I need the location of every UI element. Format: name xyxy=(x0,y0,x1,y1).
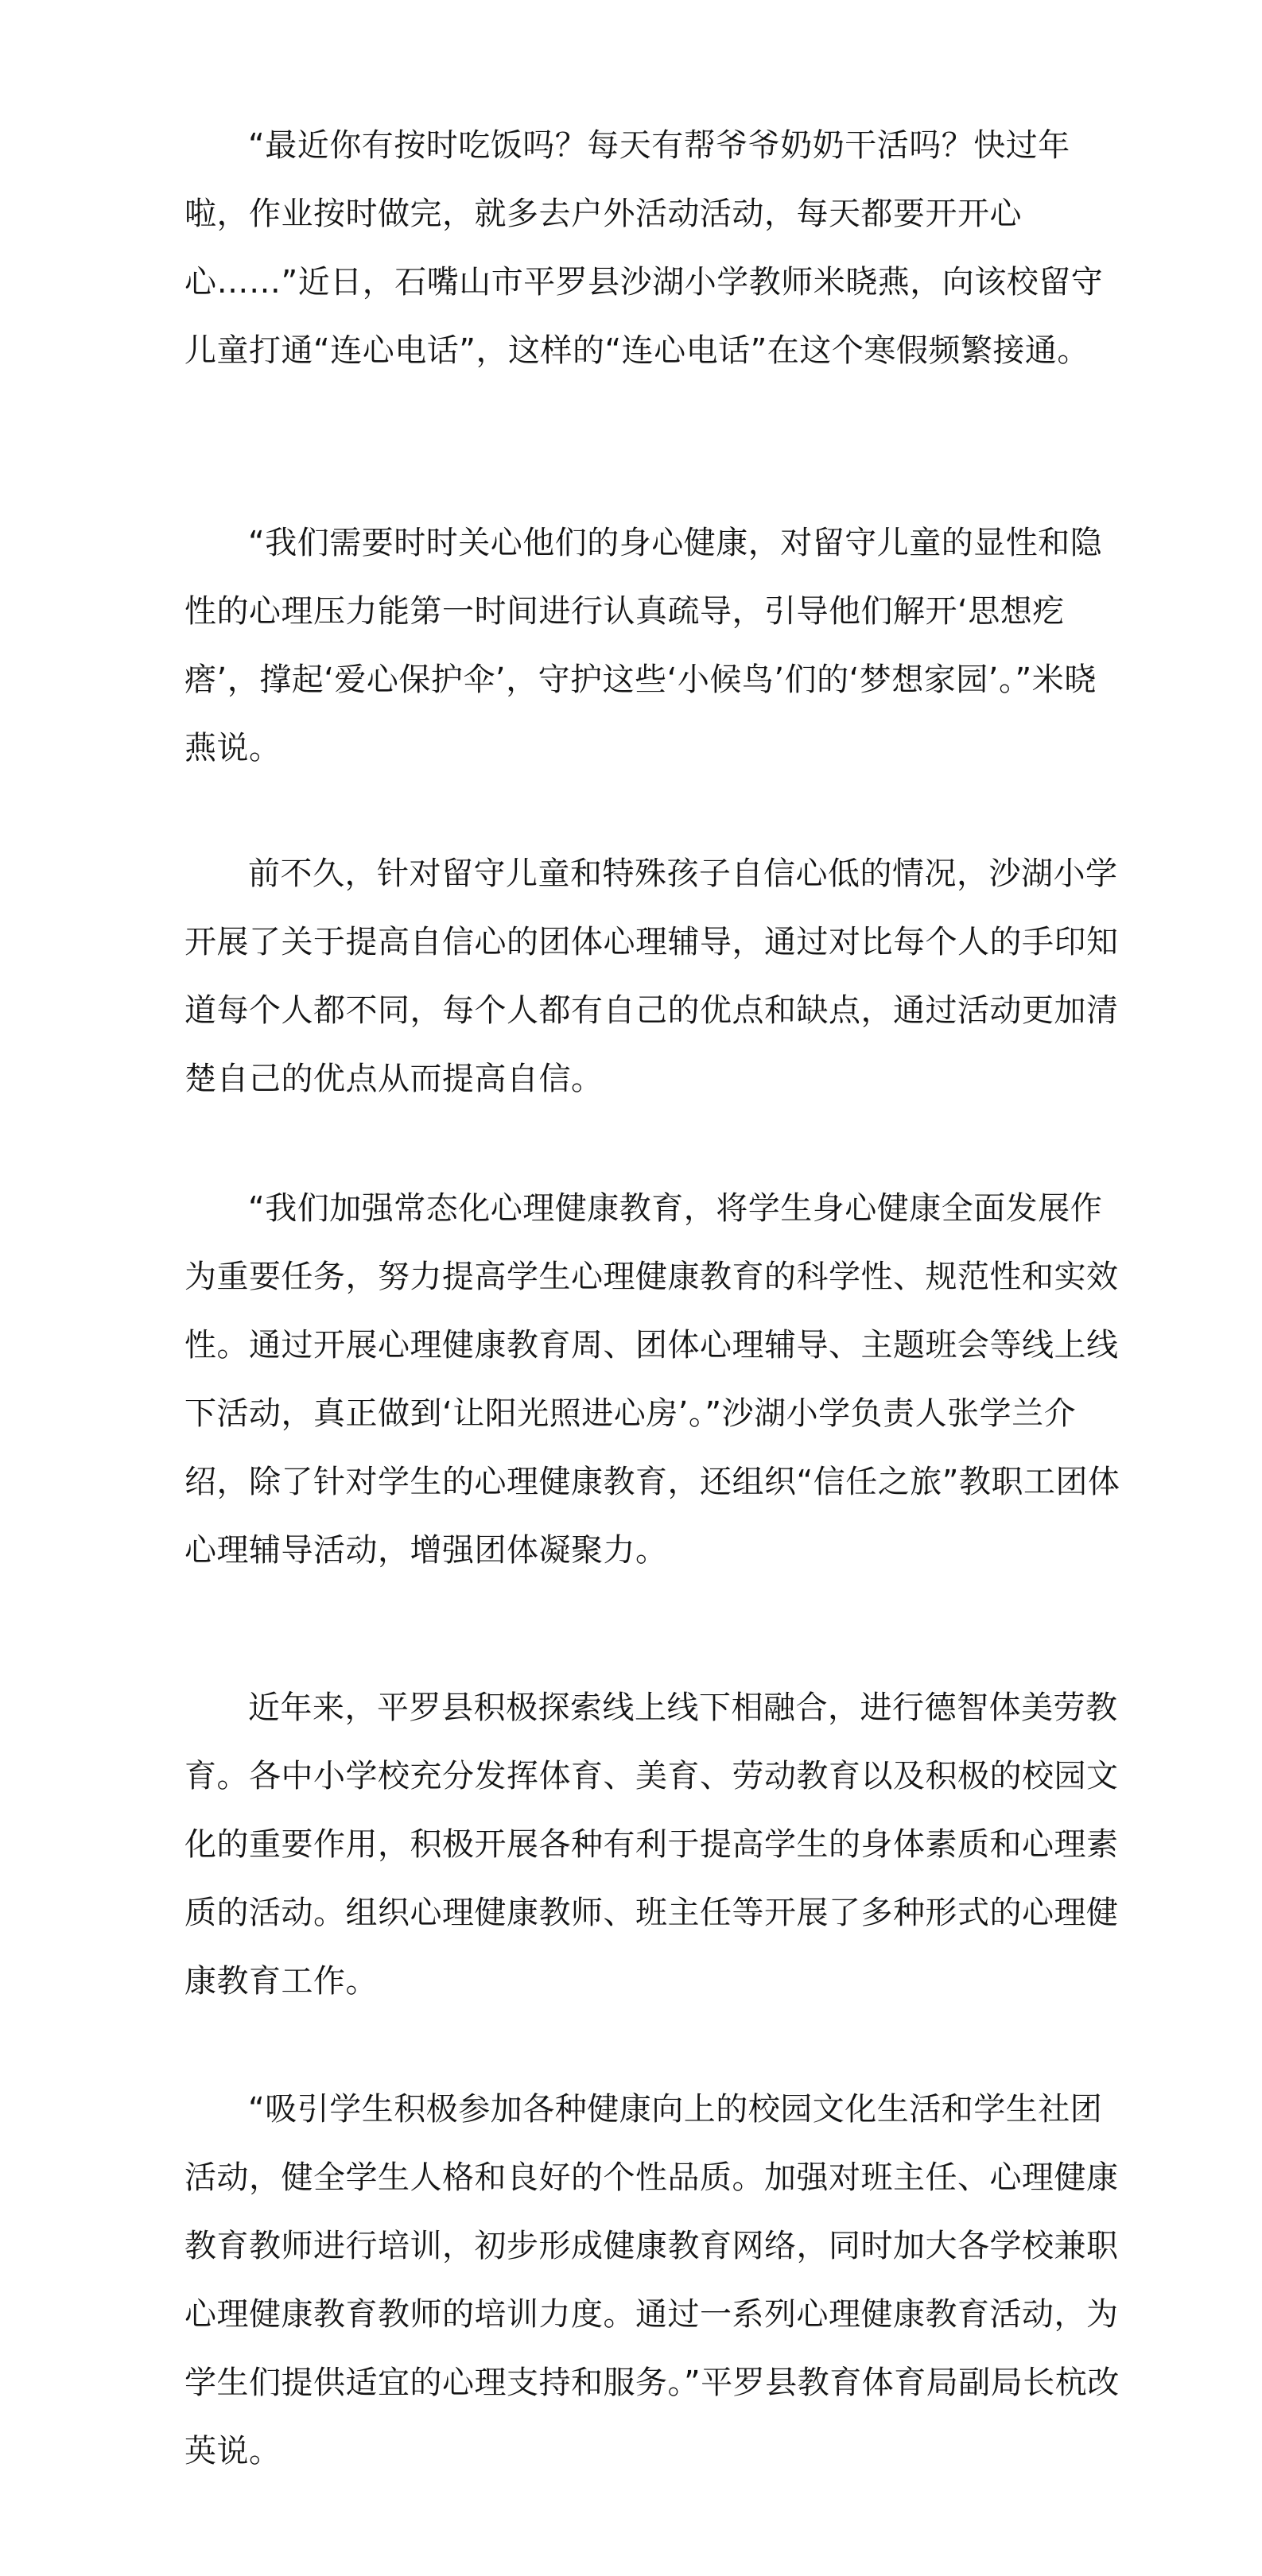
paragraph-2: “我们需要时时关心他们的身心健康，对留守儿童的显性和隐性的心理压力能第一时间进行认真疏导，引导他们解开‘思想疙瘩’，撑起‘爱心保护伞’，守护这些‘小候鸟’们的‘梦想家园’。”米晓燕说。 xyxy=(184,525,1103,766)
paragraph-4: “我们加强常态化心理健康教育，将学生身心健康全面发展作为重要任务，努力提高学生心理健康教育的科学性、规范性和实效性。通过开展心理健康教育周、团体心理辅导、主题班会等线上线下活动，真正做到‘让阳光照进心房’。”沙湖小学负责人张学兰介绍，除了针对学生的心理健康教育，还组织“信任之旅”教职工团体心理辅导活动，增强团体凝聚力。 xyxy=(184,1190,1120,1569)
paragraph-6: “吸引学生积极参加各种健康向上的校园文化生活和学生社团活动，健全学生人格和良好的个性品质。加强对班主任、心理健康教育教师进行培训，初步形成健康教育网络，同时加大各学校兼职心理健康教育教师的培训力度。通过一系列心理健康教育活动，为学生们提供适宜的心理支持和服务。”平罗县教育体育局副局长杭改英说。 xyxy=(184,2091,1120,2469)
paragraph-1: “最近你有按时吃饭吗？每天有帮爷爷奶奶干活吗？快过年啦，作业按时做完，就多去户外活动活动，每天都要开开心心……”近日，石嘴山市平罗县沙湖小学教师米晓燕，向该校留守儿童打通“连心电话”，这样的“连心电话”在这个寒假频繁接通。 xyxy=(184,127,1104,369)
paragraph-3: 前不久，针对留守儿童和特殊孩子自信心低的情况，沙湖小学开展了关于提高自信心的团体心理辅导，通过对比每个人的手印知道每个人都不同，每个人都有自己的优点和缺点，通过活动更加清楚自己的优点从而提高自信。 xyxy=(184,855,1119,1097)
paragraph-5: 近年来，平罗县积极探索线上线下相融合，进行德智体美劳教育。各中小学校充分发挥体育、美育、劳动教育以及积极的校园文化的重要作用，积极开展各种有利于提高学生的身体素质和心理素质的活动。组织心理健康教师、班主任等开展了多种形式的心理健康教育工作。 xyxy=(184,1690,1119,2000)
